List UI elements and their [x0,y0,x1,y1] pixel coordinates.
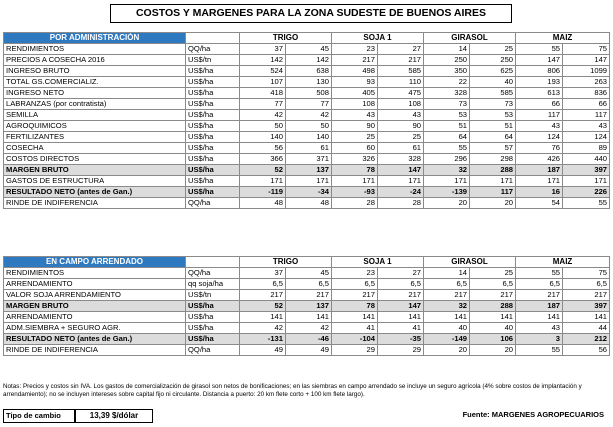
value-cell: 22 [424,77,470,88]
value-cell: 147 [378,301,424,312]
value-cell: 42 [240,323,286,334]
table-row [4,99,610,110]
value-cell: -104 [332,334,378,345]
table-row [4,110,610,121]
row-unit: US$/ha [186,312,240,323]
table-row [4,268,610,279]
value-cell: 171 [378,176,424,187]
table-row [4,301,610,312]
value-cell: 3 [516,334,563,345]
row-unit: qq soja/ha [186,279,240,290]
unit-header [186,33,240,44]
value-cell: 89 [563,143,610,154]
value-cell: 37 [240,44,286,55]
row-label: RESULTADO NETO (antes de Gan.) [4,334,186,345]
value-cell: -93 [332,187,378,198]
value-cell: 54 [516,198,563,209]
value-cell: 53 [424,110,470,121]
value-cell: 29 [378,345,424,356]
value-cell: -24 [378,187,424,198]
crop-header: TRIGO [240,257,332,268]
value-cell: 50 [240,121,286,132]
row-label: COSECHA [4,143,186,154]
exchange-rate-label: Tipo de cambio [3,409,75,423]
value-cell: 638 [286,66,332,77]
value-cell: 45 [286,44,332,55]
admin-header-row [4,33,610,44]
value-cell: 25 [332,132,378,143]
value-cell: 142 [286,55,332,66]
crop-header: TRIGO [240,33,332,44]
value-cell: 328 [378,154,424,165]
value-cell: 418 [240,88,286,99]
value-cell: 14 [424,44,470,55]
value-cell: 141 [470,312,516,323]
row-label: MARGEN BRUTO [4,301,186,312]
row-unit: US$/ha [186,110,240,121]
value-cell: 141 [516,312,563,323]
row-unit: QQ/ha [186,345,240,356]
value-cell: 6,5 [516,279,563,290]
row-label: RINDE DE INDIFERENCIA [4,345,186,356]
crop-header: GIRASOL [424,257,516,268]
value-cell: 90 [378,121,424,132]
admin-section-title: POR ADMINISTRACIÓN [4,33,186,44]
value-cell: 141 [240,312,286,323]
value-cell: 124 [563,132,610,143]
value-cell: 140 [240,132,286,143]
value-cell: 524 [240,66,286,77]
value-cell: 171 [286,176,332,187]
value-cell: 42 [286,323,332,334]
table-row [4,334,610,345]
value-cell: 141 [332,312,378,323]
source-text: Fuente: MARGENES AGROPECUARIOS [462,410,604,419]
value-cell: 117 [516,110,563,121]
row-label: VALOR SOJA ARRENDAMIENTO [4,290,186,301]
value-cell: 226 [563,187,610,198]
value-cell: 77 [240,99,286,110]
value-cell: -35 [378,334,424,345]
value-cell: 142 [240,55,286,66]
value-cell: 20 [424,345,470,356]
value-cell: 27 [378,44,424,55]
value-cell: 147 [563,55,610,66]
value-cell: 43 [378,110,424,121]
value-cell: 426 [516,154,563,165]
table-row [4,154,610,165]
value-cell: 106 [470,334,516,345]
value-cell: 288 [470,165,516,176]
value-cell: 147 [516,55,563,66]
value-cell: 64 [470,132,516,143]
value-cell: 187 [516,165,563,176]
value-cell: 141 [563,312,610,323]
table-row [4,323,610,334]
value-cell: 49 [240,345,286,356]
value-cell: 6,5 [424,279,470,290]
value-cell: 475 [378,88,424,99]
value-cell: 217 [332,55,378,66]
row-unit: US$/ha [186,334,240,345]
value-cell: 6,5 [240,279,286,290]
value-cell: 806 [516,66,563,77]
row-label: RENDIMIENTOS [4,44,186,55]
table-row [4,121,610,132]
value-cell: 296 [424,154,470,165]
value-cell: 130 [286,77,332,88]
table-row [4,132,610,143]
value-cell: 48 [286,198,332,209]
arrend-header-row [4,257,610,268]
value-cell: 43 [332,110,378,121]
row-unit: US$/tn [186,55,240,66]
value-cell: 40 [424,323,470,334]
value-cell: 45 [286,268,332,279]
value-cell: 52 [240,301,286,312]
value-cell: 56 [563,345,610,356]
value-cell: 60 [332,143,378,154]
value-cell: 66 [563,99,610,110]
table-row [4,198,610,209]
table-row [4,290,610,301]
row-unit: US$/tn [186,290,240,301]
value-cell: 76 [516,143,563,154]
row-label: ADM.SIEMBRA + SEGURO AGR. [4,323,186,334]
value-cell: 41 [378,323,424,334]
footer [3,409,607,423]
arrend-table [3,256,610,356]
table-row [4,279,610,290]
row-label: RINDE DE INDIFERENCIA [4,198,186,209]
admin-table [3,32,610,209]
row-label: ARRENDAMIENTO [4,312,186,323]
value-cell: 42 [286,110,332,121]
value-cell: 263 [563,77,610,88]
value-cell: 613 [516,88,563,99]
value-cell: 108 [378,99,424,110]
value-cell: 66 [516,99,563,110]
value-cell: 78 [332,165,378,176]
value-cell: 137 [286,301,332,312]
value-cell: 55 [563,198,610,209]
value-cell: 16 [516,187,563,198]
value-cell: 32 [424,165,470,176]
value-cell: 29 [332,345,378,356]
value-cell: 137 [286,165,332,176]
value-cell: 250 [470,55,516,66]
crop-header: MAIZ [516,33,610,44]
value-cell: 40 [470,77,516,88]
table-row [4,187,610,198]
value-cell: 55 [516,345,563,356]
table-row [4,77,610,88]
table-row [4,66,610,77]
table-row [4,143,610,154]
value-cell: 171 [424,176,470,187]
value-cell: 57 [470,143,516,154]
row-unit: US$/ha [186,154,240,165]
value-cell: 20 [470,345,516,356]
value-cell: 108 [332,99,378,110]
exchange-rate-value: 13,39 $/dólar [75,409,153,423]
table-row [4,312,610,323]
value-cell: 48 [240,198,286,209]
value-cell: 25 [470,268,516,279]
unit-header [186,257,240,268]
row-label: FERTILIZANTES [4,132,186,143]
table-row [4,55,610,66]
row-unit: QQ/ha [186,198,240,209]
value-cell: 53 [470,110,516,121]
crop-header: SOJA 1 [332,257,424,268]
value-cell: 61 [378,143,424,154]
value-cell: 42 [240,110,286,121]
value-cell: 6,5 [378,279,424,290]
row-label: RENDIMIENTOS [4,268,186,279]
value-cell: 585 [470,88,516,99]
value-cell: 326 [332,154,378,165]
value-cell: 371 [286,154,332,165]
value-cell: -119 [240,187,286,198]
value-cell: 14 [424,268,470,279]
value-cell: 440 [563,154,610,165]
value-cell: 141 [378,312,424,323]
row-unit: US$/ha [186,187,240,198]
value-cell: 73 [424,99,470,110]
value-cell: 250 [424,55,470,66]
value-cell: 836 [563,88,610,99]
value-cell: 28 [378,198,424,209]
value-cell: 171 [470,176,516,187]
value-cell: 28 [332,198,378,209]
value-cell: 217 [378,290,424,301]
table-row [4,345,610,356]
value-cell: -131 [240,334,286,345]
value-cell: 298 [470,154,516,165]
value-cell: -34 [286,187,332,198]
value-cell: 25 [470,44,516,55]
row-unit: US$/ha [186,132,240,143]
value-cell: 171 [240,176,286,187]
row-unit: QQ/ha [186,268,240,279]
value-cell: 397 [563,165,610,176]
value-cell: 217 [424,290,470,301]
value-cell: 25 [378,132,424,143]
value-cell: 217 [240,290,286,301]
value-cell: 37 [240,268,286,279]
value-cell: 27 [378,268,424,279]
value-cell: 193 [516,77,563,88]
value-cell: 51 [470,121,516,132]
row-unit: US$/ha [186,77,240,88]
value-cell: 56 [240,143,286,154]
row-unit: US$/ha [186,301,240,312]
value-cell: 23 [332,268,378,279]
value-cell: 217 [378,55,424,66]
value-cell: 73 [470,99,516,110]
value-cell: 78 [332,301,378,312]
value-cell: 6,5 [470,279,516,290]
row-unit: US$/ha [186,66,240,77]
row-label: LABRANZAS (por contratista) [4,99,186,110]
value-cell: 217 [563,290,610,301]
value-cell: 110 [378,77,424,88]
value-cell: 350 [424,66,470,77]
value-cell: 187 [516,301,563,312]
value-cell: 217 [286,290,332,301]
arrend-section-title: EN CAMPO ARRENDADO [4,257,186,268]
table-row [4,44,610,55]
row-label: ARRENDAMIENTO [4,279,186,290]
row-label: AGROQUIMICOS [4,121,186,132]
row-label: INGRESO NETO [4,88,186,99]
value-cell: 55 [516,44,563,55]
value-cell: 43 [516,121,563,132]
row-label: COSTOS DIRECTOS [4,154,186,165]
value-cell: 397 [563,301,610,312]
row-label: RESULTADO NETO (antes de Gan.) [4,187,186,198]
value-cell: 217 [470,290,516,301]
value-cell: 50 [286,121,332,132]
table-row [4,176,610,187]
crop-header: SOJA 1 [332,33,424,44]
value-cell: 32 [424,301,470,312]
value-cell: -139 [424,187,470,198]
row-unit: US$/ha [186,99,240,110]
value-cell: 75 [563,268,610,279]
value-cell: 366 [240,154,286,165]
value-cell: 93 [332,77,378,88]
value-cell: 44 [563,323,610,334]
value-cell: 41 [332,323,378,334]
value-cell: 328 [424,88,470,99]
row-label: INGRESO BRUTO [4,66,186,77]
value-cell: 51 [424,121,470,132]
value-cell: 20 [424,198,470,209]
value-cell: 43 [563,121,610,132]
value-cell: 171 [516,176,563,187]
value-cell: 405 [332,88,378,99]
value-cell: 141 [424,312,470,323]
value-cell: 171 [563,176,610,187]
crop-header: GIRASOL [424,33,516,44]
value-cell: 147 [378,165,424,176]
page-title: COSTOS Y MARGENES PARA LA ZONA SUDESTE DE BUENOS AIRES [110,4,512,23]
crop-header: MAIZ [516,257,610,268]
row-unit: QQ/ha [186,44,240,55]
value-cell: 625 [470,66,516,77]
value-cell: 6,5 [286,279,332,290]
row-unit: US$/ha [186,88,240,99]
row-label: SEMILLA [4,110,186,121]
value-cell: 77 [286,99,332,110]
value-cell: 217 [332,290,378,301]
row-unit: US$/ha [186,121,240,132]
value-cell: 55 [516,268,563,279]
table-row [4,165,610,176]
table-row [4,88,610,99]
row-unit: US$/ha [186,143,240,154]
value-cell: 1099 [563,66,610,77]
value-cell: 52 [240,165,286,176]
value-cell: 217 [516,290,563,301]
row-unit: US$/ha [186,176,240,187]
value-cell: 75 [563,44,610,55]
notes-text: Notas: Precios y costos sin IVA. Los gastos de comercialización de girasol son netos de bonificaciones; en las siembras en campo arrendado se incluye un seguro agrícola (4% sobre costos de implantación y arrendamiento); no se incluyen intereses sobre capital fijo ni circulante. Distancia a puerto: 20 km flete corto + 100 km flete largo). [3,383,582,398]
row-unit: US$/ha [186,165,240,176]
value-cell: 171 [332,176,378,187]
value-cell: 6,5 [563,279,610,290]
value-cell: 288 [470,301,516,312]
value-cell: 40 [470,323,516,334]
value-cell: 43 [516,323,563,334]
value-cell: 55 [424,143,470,154]
row-label: TOTAL GS.COMERCIALIZ. [4,77,186,88]
value-cell: 20 [470,198,516,209]
value-cell: 124 [516,132,563,143]
value-cell: 140 [286,132,332,143]
value-cell: 212 [563,334,610,345]
value-cell: 6,5 [332,279,378,290]
value-cell: 585 [378,66,424,77]
value-cell: 498 [332,66,378,77]
value-cell: 107 [240,77,286,88]
value-cell: 64 [424,132,470,143]
value-cell: 61 [286,143,332,154]
row-label: PRECIOS A COSECHA 2016 [4,55,186,66]
value-cell: 90 [332,121,378,132]
row-unit: US$/ha [186,323,240,334]
value-cell: 141 [286,312,332,323]
row-label: MARGEN BRUTO [4,165,186,176]
value-cell: 117 [470,187,516,198]
value-cell: 117 [563,110,610,121]
value-cell: -149 [424,334,470,345]
value-cell: -46 [286,334,332,345]
value-cell: 49 [286,345,332,356]
value-cell: 23 [332,44,378,55]
row-label: GASTOS DE ESTRUCTURA [4,176,186,187]
value-cell: 508 [286,88,332,99]
